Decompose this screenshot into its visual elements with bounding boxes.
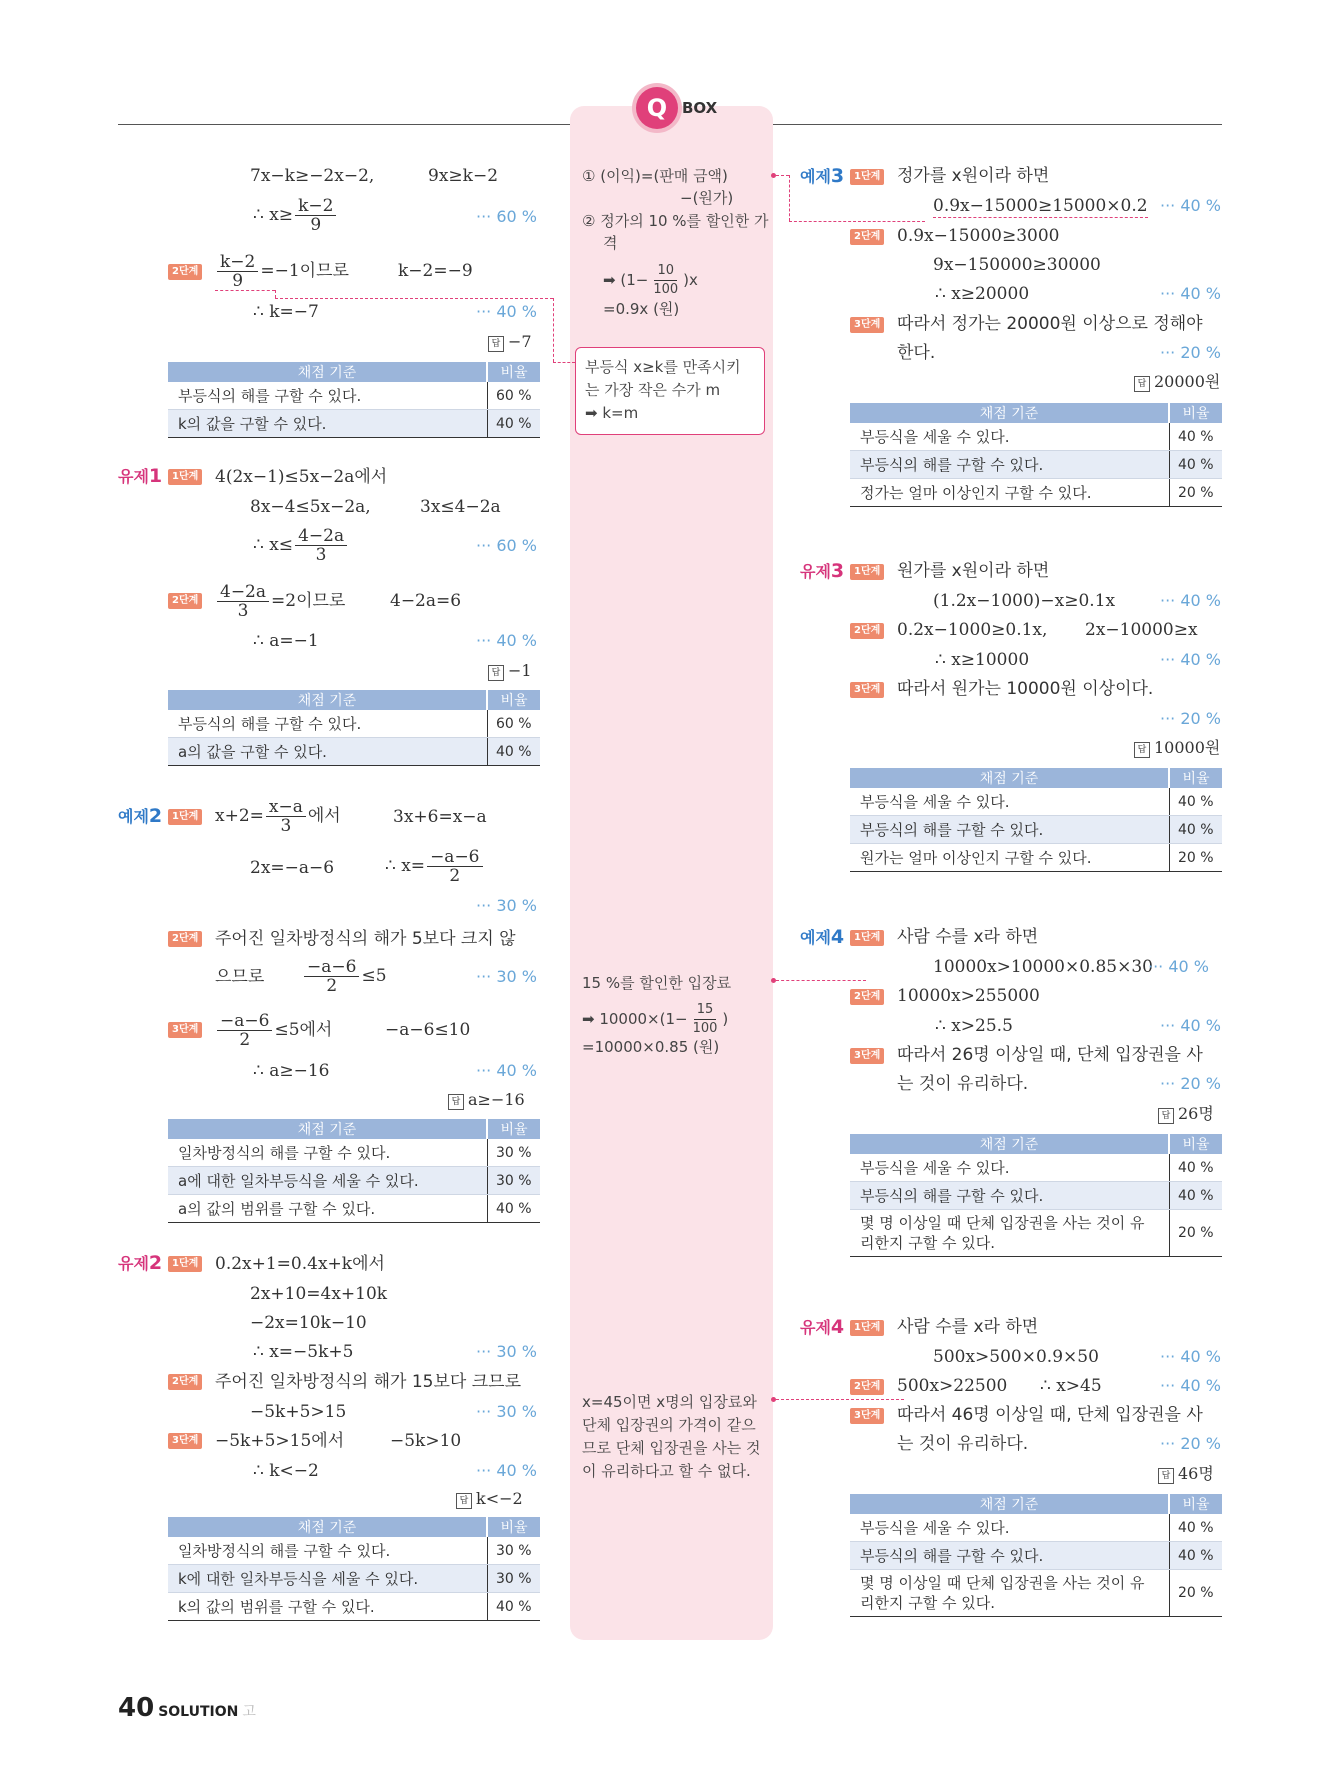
note-line: 부등식 x≥k를 만족시키 [585,358,741,376]
eq-line: ∴ x≥10000 [935,650,1030,670]
step-badge: 1단계 [168,469,202,485]
step-badge: 2단계 [850,623,884,639]
text-line: 따라서 26명 이상일 때, 단체 입장권을 사 [897,1045,1203,1065]
eq-line: 3x+6=x−a [393,807,487,827]
q-box-header [636,86,717,130]
step-badge: 2단계 [168,931,202,947]
score-percent: ··· 30 % [476,1342,537,1361]
score-percent: ··· 20 % [1160,709,1221,728]
step-badge: 2단계 [850,229,884,245]
step-badge: 2단계 [168,264,202,280]
eq-line: 0.2x+1=0.4x+k에서 [215,1254,385,1274]
eq-line: 9x≥k−2 [428,166,499,186]
score-percent: ··· 40 % [1160,591,1221,610]
note-line: ➡ 10000×(1− $\frac{15}{100}$ ) [582,1002,729,1036]
note-line: x=45이면 x명의 입장료와 [582,1393,757,1411]
note-line: ➡ (1− $\frac{10}{100}$ )x [603,263,698,297]
step-badge: 3단계 [850,317,884,333]
link-line [776,175,789,176]
answer: 답 46명 [1158,1463,1214,1485]
eq-line: $\frac{-a-6}{2}$ ≤5 [302,958,387,995]
score-percent: ··· 60 % [476,207,537,226]
problem-label: 유제4 [800,1316,845,1338]
note-line: ① (이익)=(판매 금액) [582,167,728,185]
eq-line: ∴ a=−1 [253,631,319,651]
scoring-table: 채점 기준 비율 부등식을 세울 수 있다. 40 % 부등식의 해를 구할 수 있다. 40 % 정가는 얼마 이상인지 구할 수 있다. 20 % [850,403,1222,507]
eq-line: 10000x>255000 [897,986,1040,1006]
eq-line: ∴ k=−7 [253,302,319,322]
step-badge: 1단계 [168,809,202,825]
brand-label: SOLUTION [158,1704,239,1720]
score-percent: ··· 30 % [476,896,537,915]
problem-label: 유제1 [118,465,163,487]
eq-line: 9x−150000≥30000 [933,255,1101,275]
q-icon: Q [636,87,678,129]
eq-line: ∴ x=−5k+5 [253,1342,354,1362]
text-line: 는 것이 유리하다. [897,1074,1029,1094]
eq-line: 10000x>10000×0.85×30 [933,957,1153,977]
eq-line: 2x=−a−6 [250,858,335,878]
problem-label: 유제2 [118,1252,163,1274]
score-percent: ··· 40 % [1160,1347,1221,1366]
step-badge: 1단계 [850,1320,884,1336]
note-line: =0.9x (원) [603,300,680,318]
eq-line: 0.9x−15000≥3000 [897,226,1060,246]
answer-icon: 답 [1134,742,1150,758]
footer-tail: 고 [242,1704,256,1720]
step-badge: 3단계 [850,682,884,698]
note-line: −(원가) [680,189,734,207]
text-line: 사람 수를 x라 하면 [897,927,1039,947]
eq-line: x+2= $\frac{x-a}{3}$ 에서 [215,797,341,836]
score-percent: ··· 40 % [1160,284,1221,303]
answer: 답 −1 [488,660,532,682]
score-percent: ··· 30 % [476,1402,537,1421]
answer-icon: 답 [1134,376,1150,392]
text-line: 따라서 원가는 10000원 이상이다. [897,679,1154,699]
step-badge: 2단계 [168,593,202,609]
eq-line: ∴ x≥ $\frac{k-2}{9}$ [253,197,338,234]
step-badge: 1단계 [850,930,884,946]
step-badge: 1단계 [168,1256,202,1272]
eq-line: $\frac{4-2a}{3}$ =2이므로 [215,583,345,620]
eq-line: −5k+5>15 [250,1402,347,1422]
text-line: 사람 수를 x라 하면 [897,1317,1039,1337]
link-line [553,362,575,363]
eq-line: (1.2x−1000)−x≥0.1x [933,591,1116,611]
eq-line: ∴ x≥20000 [935,284,1030,304]
score-percent: ··· 40 % [476,631,537,650]
page-number: 40 [118,1693,155,1723]
eq-line: ∴ x= $\frac{-a-6}{2}$ [385,848,485,885]
step-badge: 2단계 [168,1374,202,1390]
text-line: 는 것이 유리하다. [897,1434,1029,1454]
scoring-table: 채점 기준 비율 일차방정식의 해를 구할 수 있다. 30 % k에 대한 일차부등식을 세울 수 있다. 30 % k의 값의 범위를 구할 수 있다. 40 % [168,1517,540,1621]
link-line [275,290,276,298]
eq-line: −a−6≤10 [385,1020,471,1040]
answer: 답 a≥−16 [448,1089,525,1111]
problem-label: 유제3 [800,560,845,582]
note-line: 단체 입장권의 가격이 같으 [582,1416,756,1434]
note-line: 격 [603,234,618,252]
eq-line: ∴ a≥−16 [253,1061,330,1081]
step-badge: 1단계 [850,564,884,580]
text-line: 주어진 일차방정식의 해가 15보다 크므로 [215,1372,521,1392]
note-line: 므로 단체 입장권을 사는 것 [582,1439,761,1457]
link-line [776,1399,904,1400]
note-line: ➡ k=m [585,404,639,422]
eq-line: 7x−k≥−2x−2, [250,166,375,186]
note-line: 는 가장 작은 수가 m [585,381,721,399]
note-line: ② 정가의 10 %를 할인한 가 [582,212,769,230]
note-line: 이 유리하다고 할 수 없다. [582,1462,751,1480]
answer-icon: 답 [1158,1108,1174,1124]
link-line [215,290,275,291]
link-line [553,298,554,362]
answer: 답 −7 [488,331,532,353]
note-line: =10000×0.85 (원) [582,1038,720,1056]
page-footer [118,1693,256,1723]
eq-line: 0.9x−15000≥15000×0.2 [933,196,1148,216]
eq-line: ∴ x≤ $\frac{4-2a}{3}$ [253,527,349,564]
step-badge: 3단계 [168,1022,202,1038]
step-badge: 3단계 [168,1433,202,1449]
eq-line: 500x>22500 [897,1376,1008,1396]
score-percent: ··· 20 % [1160,1434,1221,1453]
eq-line: $\frac{k-2}{9}$ =−1이므로 [215,253,349,290]
answer: 답 10000원 [1134,737,1220,759]
scoring-table: 채점 기준 비율 부등식을 세울 수 있다. 40 % 부등식의 해를 구할 수 있다. 40 % 원가는 얼마 이상인지 구할 수 있다. 20 % [850,768,1222,872]
scoring-table: 채점 기준 비율 부등식의 해를 구할 수 있다. 60 % a의 값을 구할 수 있다. 40 % [168,690,540,766]
score-percent: ··· 60 % [476,536,537,555]
eq-line: 4−2a=6 [390,591,462,611]
step-badge: 3단계 [850,1408,884,1424]
answer-icon: 답 [1158,1468,1174,1484]
score-percent: ··· 40 % [476,302,537,321]
problem-label: 예제3 [800,165,845,187]
score-percent: ··· 40 % [476,1461,537,1480]
score-percent: ··· 40 % [1160,196,1221,215]
step-badge: 3단계 [850,1048,884,1064]
answer-icon: 답 [448,1094,464,1110]
link-line [776,980,866,981]
answer-icon: 답 [488,665,504,681]
text-line: 원가를 x원이라 하면 [897,561,1050,581]
score-percent: ··· 40 % [476,1061,537,1080]
note-line: 15 %를 할인한 입장료 [582,974,732,992]
eq-line: 500x>500×0.9×50 [933,1347,1099,1367]
problem-label: 예제4 [800,926,845,948]
score-percent: ··· 40 % [1160,1376,1221,1395]
eq-line: −5k+5>15에서 [215,1431,345,1451]
eq-line: ∴ k<−2 [253,1461,319,1481]
score-percent: ··· 40 % [1160,1016,1221,1035]
scoring-table: 채점 기준 비율 부등식의 해를 구할 수 있다. 60 % k의 값을 구할 수 있다. 40 % [168,362,540,438]
score-percent: ··· 20 % [1160,343,1221,362]
scoring-table: 채점 기준 비율 부등식을 세울 수 있다. 40 % 부등식의 해를 구할 수 있다. 40 % 몇 명 이상일 때 단체 입장권을 사는 것이 유 리한지 구할 수 있다. 20 % [850,1494,1222,1617]
eq-line: 2x+10=4x+10k [250,1284,388,1304]
score-percent: ··· 20 % [1160,1074,1221,1093]
score-percent: ··· 40 % [1160,650,1221,669]
link-line [789,221,925,222]
q-box-label: BOX [682,99,718,117]
text-line: 정가를 x원이라 하면 [897,166,1050,186]
text-line: 따라서 정가는 20000원 이상으로 정해야 [897,314,1203,334]
answer-icon: 답 [488,336,504,352]
step-badge: 2단계 [850,989,884,1005]
link-line [275,298,553,299]
answer: 답 k<−2 [456,1488,523,1510]
eq-line: −5k>10 [390,1431,462,1451]
score-percent: ··· 30 % [476,967,537,986]
eq-line: 0.2x−1000≥0.1x, [897,620,1048,640]
answer: 답 26명 [1158,1103,1214,1125]
answer-icon: 답 [456,1493,472,1509]
answer: 답 20000원 [1134,371,1220,393]
eq-line: ∴ x>45 [1040,1376,1102,1396]
text-line: 주어진 일차방정식의 해가 5보다 크지 않 [215,929,516,949]
eq-line: −2x=10k−10 [250,1313,367,1333]
eq-line: 8x−4≤5x−2a, [250,497,371,517]
step-badge: 1단계 [850,169,884,185]
eq-line: k−2=−9 [398,261,473,281]
text-line: 따라서 46명 이상일 때, 단체 입장권을 사 [897,1405,1203,1425]
scoring-table: 채점 기준 비율 일차방정식의 해를 구할 수 있다. 30 % a에 대한 일차부등식을 세울 수 있다. 30 % a의 값의 범위를 구할 수 있다. 40 % [168,1119,540,1223]
text-line: 한다. [897,343,936,363]
eq-line: 4(2x−1)≤5x−2a에서 [215,467,388,487]
scoring-table: 채점 기준 비율 부등식을 세울 수 있다. 40 % 부등식의 해를 구할 수 있다. 40 % 몇 명 이상일 때 단체 입장권을 사는 것이 유 리한지 구할 수 있다. 20 % [850,1134,1222,1257]
eq-line: 3x≤4−2a [420,497,501,517]
eq-line: ∴ x>25.5 [935,1016,1013,1036]
problem-label: 예제2 [118,805,163,827]
eq-line: $\frac{-a-6}{2}$ ≤5에서 [215,1012,332,1049]
link-line [789,175,790,221]
eq-line: 2x−10000≥x [1085,620,1198,640]
score-percent: ··· 40 % [1148,957,1209,976]
text-line: 으므로 [215,967,265,987]
step-badge: 2단계 [850,1379,884,1395]
